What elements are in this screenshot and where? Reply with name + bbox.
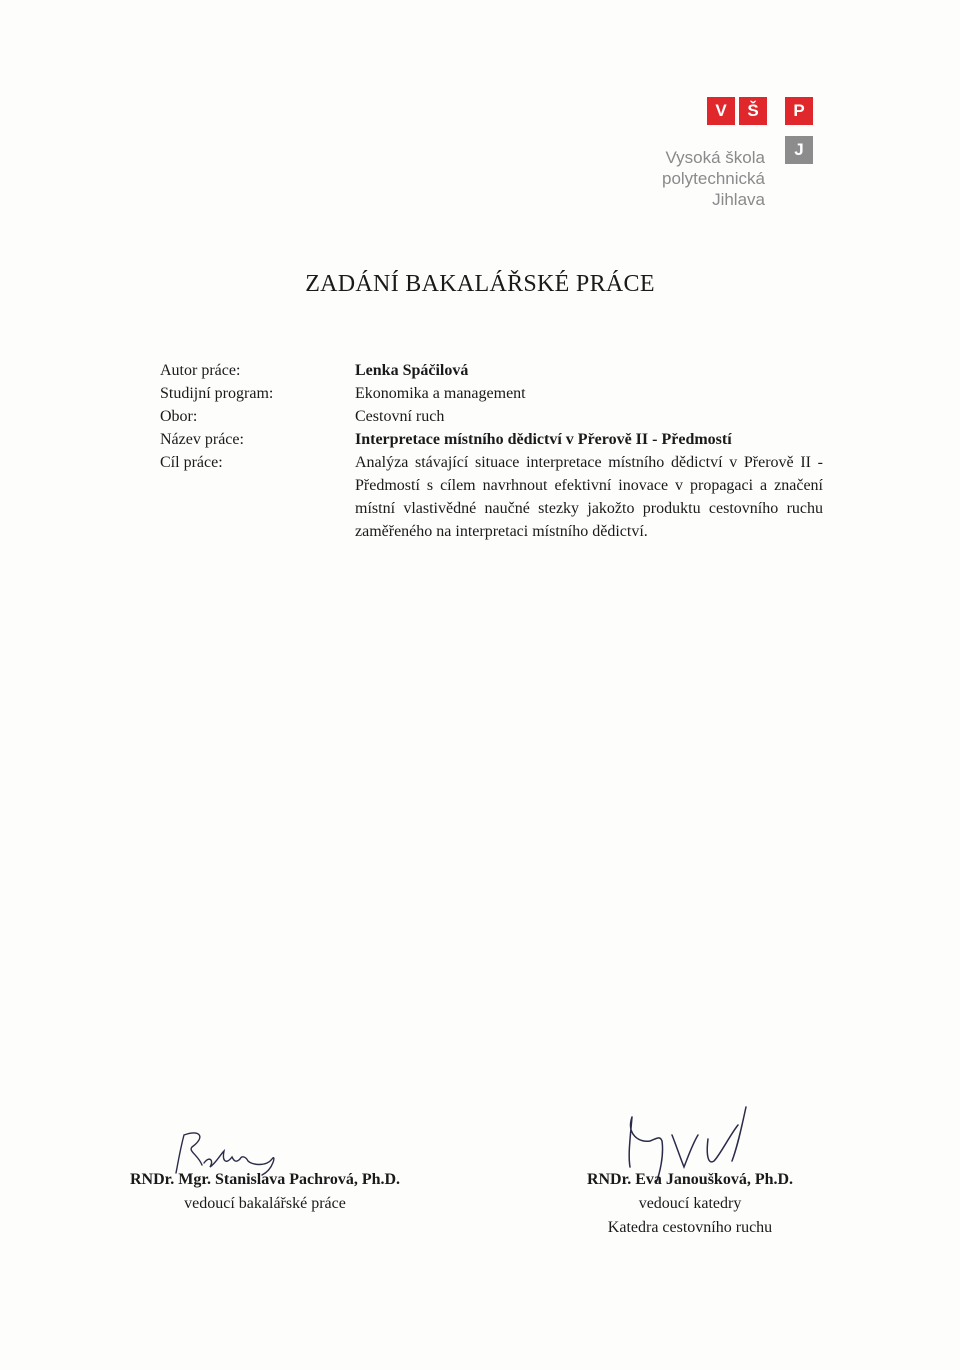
logo-letter-v: V bbox=[707, 97, 735, 125]
field-values bbox=[355, 359, 823, 543]
logo-line-2: polytechnická bbox=[661, 169, 765, 188]
label-goal: Cíl práce: bbox=[160, 454, 223, 471]
value-author: Lenka Spáčilová bbox=[355, 362, 469, 379]
label-author: Autor práce: bbox=[160, 362, 241, 379]
value-goal: Analýza stávající situace interpretace místního dědictví v Přerově II - Předmostí s cílem navrhnout efektivní inovace v propagaci a značení místní vlastivědné naučné stezky jakožto produktu cestovního ruchu zaměřeného na interpretaci místního dědictví. bbox=[355, 454, 823, 540]
school-logo bbox=[630, 92, 830, 222]
page-title: ZADÁNÍ BAKALÁŘSKÉ PRÁCE bbox=[305, 271, 655, 297]
signature-right bbox=[560, 1168, 820, 1240]
label-field: Obor: bbox=[160, 408, 198, 425]
label-thesis-title: Název práce: bbox=[160, 431, 244, 448]
logo-letter-s: Š bbox=[739, 97, 767, 125]
value-field: Cestovní ruch bbox=[355, 408, 445, 425]
signature-left bbox=[105, 1168, 425, 1216]
field-labels bbox=[160, 359, 330, 474]
logo-school-name bbox=[662, 147, 765, 210]
logo-line-1: Vysoká škola bbox=[665, 148, 765, 167]
logo-letter-p: P bbox=[785, 97, 813, 125]
signature-left-role: vedoucí bakalářské práce bbox=[184, 1195, 346, 1212]
value-program: Ekonomika a management bbox=[355, 385, 526, 402]
logo-line-3: Jihlava bbox=[712, 190, 765, 209]
signature-right-department: Katedra cestovního ruchu bbox=[607, 1219, 773, 1236]
logo-letter-j: J bbox=[785, 136, 813, 164]
label-program: Studijní program: bbox=[160, 385, 274, 402]
value-thesis-title: Interpretace místního dědictví v Přerově II - Předmostí bbox=[355, 431, 732, 448]
signature-right-name: RNDr. Eva Janoušková, Ph.D. bbox=[586, 1171, 794, 1188]
signature-right-role: vedoucí katedry bbox=[638, 1195, 742, 1212]
signature-left-name: RNDr. Mgr. Stanislava Pachrová, Ph.D. bbox=[129, 1171, 401, 1188]
